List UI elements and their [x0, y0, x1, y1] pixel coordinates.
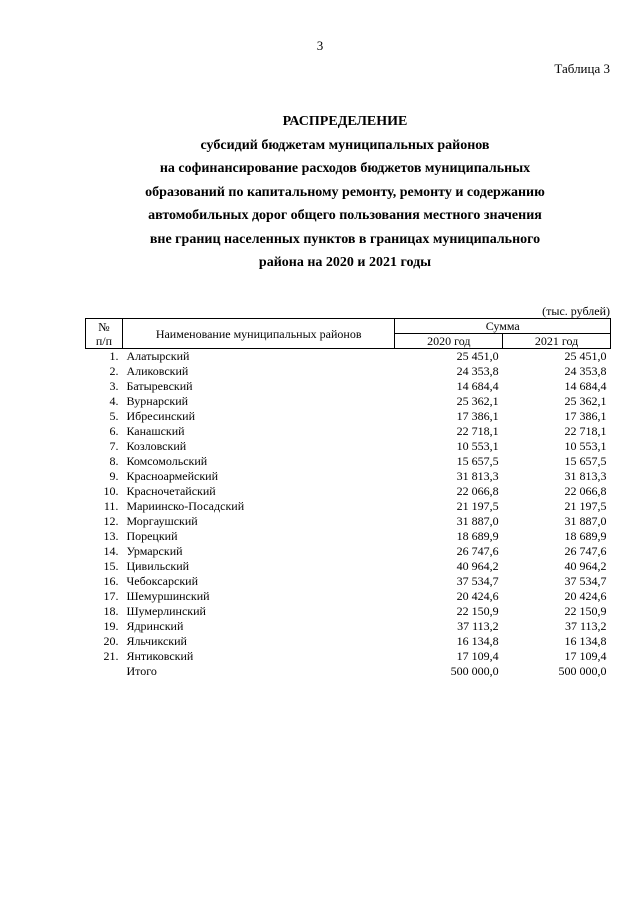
table-row [86, 589, 611, 604]
units-label: (тыс. рублей) [542, 304, 610, 318]
row-number: 15. [103, 559, 119, 573]
table-label: Таблица 3 [554, 61, 610, 76]
table-row [86, 364, 611, 379]
amount-2020: 22 066,8 [456, 484, 499, 498]
amount-2021: 14 684,4 [564, 379, 607, 393]
amount-2020: 26 747,6 [456, 544, 499, 558]
amount-2021: 37 113,2 [564, 619, 607, 633]
header-year-2020: 2020 год [395, 334, 503, 349]
district-name: Цивильский [126, 559, 190, 573]
district-name: Порецкий [126, 529, 178, 543]
row-number: 8. [109, 454, 119, 468]
table-row [86, 574, 611, 589]
row-number: 16. [103, 574, 119, 588]
heading-title: РАСПРЕДЕЛЕНИЕ [282, 114, 408, 129]
total-row [86, 664, 611, 679]
table-row [86, 499, 611, 514]
table-row [86, 649, 611, 664]
amount-2020: 22 150,9 [456, 604, 499, 618]
district-name: Комсомольский [126, 454, 208, 468]
table-row [86, 634, 611, 649]
heading-line: на софинансирование расходов бюджетов муниципальных [159, 161, 531, 176]
amount-2020: 31 887,0 [456, 514, 499, 528]
heading-line: вне границ населенных пунктов в границах муниципального [149, 231, 541, 247]
amount-2021: 10 553,1 [564, 439, 607, 453]
table-row [86, 484, 611, 499]
amount-2021: 21 197,5 [564, 499, 607, 513]
amount-2020: 17 109,4 [456, 649, 499, 663]
amount-2020: 17 386,1 [456, 409, 499, 423]
district-name: Канашский [126, 424, 185, 438]
district-name: Моргаушский [126, 514, 198, 528]
table-row [86, 529, 611, 544]
heading-line: образований по капитальному ремонту, ремонту и содержанию [145, 184, 545, 200]
table-body [86, 349, 611, 680]
table-row [86, 559, 611, 574]
table-row [86, 409, 611, 424]
document-heading [80, 110, 610, 275]
district-name: Шемуршинский [126, 589, 210, 603]
header-sum: Сумма [395, 319, 611, 334]
heading-line: субсидий бюджетам муниципальных районов [200, 137, 490, 153]
table-row [86, 469, 611, 484]
amount-2020: 22 718,1 [456, 424, 499, 438]
table-row [86, 439, 611, 454]
amount-2021: 26 747,6 [564, 544, 607, 558]
table-row [86, 619, 611, 634]
row-number: 20. [103, 634, 119, 648]
table-row [86, 454, 611, 469]
table-row [86, 424, 611, 439]
amount-2021: 25 451,0 [564, 349, 607, 363]
district-name: Красночетайский [126, 484, 216, 498]
row-number: 9. [109, 469, 119, 483]
amount-2020: 40 964,2 [456, 559, 499, 573]
subsidy-table [85, 318, 611, 679]
amount-2021: 17 386,1 [564, 409, 607, 423]
header-number-line2: п/п [95, 333, 113, 348]
heading-line: автомобильных дорог общего пользования местного значения [148, 208, 542, 223]
table-row [86, 514, 611, 529]
district-name: Аликовский [126, 364, 189, 378]
amount-2020: 16 134,8 [456, 634, 499, 648]
amount-2021: 40 964,2 [564, 559, 607, 573]
amount-2020: 24 353,8 [456, 364, 499, 378]
table-header [86, 319, 611, 349]
district-name: Батыревский [126, 379, 193, 393]
table-row [86, 544, 611, 559]
district-name: Мариинско-Посадский [126, 499, 245, 513]
amount-2020: 10 553,1 [456, 439, 499, 453]
row-number: 17. [103, 589, 119, 603]
amount-2020: 15 657,5 [456, 454, 499, 468]
district-name: Урмарский [126, 544, 183, 558]
row-number: 14. [103, 544, 119, 558]
row-number: 11. [103, 499, 119, 513]
district-name: Чебоксарский [126, 574, 198, 588]
amount-2021: 20 424,6 [564, 589, 607, 603]
amount-2021: 18 689,9 [564, 529, 607, 543]
amount-2020: 18 689,9 [456, 529, 499, 543]
amount-2021: 31 887,0 [564, 514, 607, 528]
header-name: Наименование муниципальных районов [122, 319, 394, 349]
amount-2021: 22 066,8 [564, 484, 607, 498]
table-row [86, 394, 611, 409]
row-number: 21. [103, 649, 119, 663]
amount-2021: 15 657,5 [564, 454, 607, 468]
amount-2020: 31 813,3 [456, 469, 499, 483]
total-number-cell [86, 664, 123, 679]
page-number: 3 [316, 38, 324, 53]
table-row [86, 604, 611, 619]
district-name: Яльчикский [126, 634, 187, 648]
table-row [86, 349, 611, 365]
district-name: Алатырский [126, 349, 190, 363]
row-number: 6. [109, 424, 119, 438]
amount-2020: 14 684,4 [456, 379, 499, 393]
amount-2021: 16 134,8 [564, 634, 607, 648]
header-year-2021: 2021 год [503, 334, 611, 349]
row-number: 10. [103, 484, 119, 498]
header-number-line1: № [98, 319, 110, 334]
header-number [86, 319, 123, 349]
row-number: 1. [109, 349, 119, 363]
amount-2020: 37 534,7 [456, 574, 499, 588]
total-label: Итого [126, 664, 157, 678]
row-number: 12. [103, 514, 119, 528]
row-number: 13. [103, 529, 119, 543]
amount-2021: 17 109,4 [564, 649, 607, 663]
table-row [86, 379, 611, 394]
amount-2020: 25 362,1 [456, 394, 499, 408]
amount-2020: 37 113,2 [457, 619, 499, 633]
row-number: 7. [109, 439, 119, 453]
district-name: Красноармейский [126, 469, 219, 483]
amount-2021: 37 534,7 [564, 574, 607, 588]
row-number: 19. [103, 619, 119, 633]
district-name: Козловский [126, 439, 187, 453]
total-2020: 500 000,0 [450, 664, 499, 678]
district-name: Вурнарский [126, 394, 189, 408]
amount-2020: 25 451,0 [456, 349, 499, 363]
row-number: 2. [109, 364, 119, 378]
amount-2021: 22 718,1 [564, 424, 607, 438]
district-name: Ядринский [126, 619, 184, 633]
heading-line: района на 2020 и 2021 годы [258, 255, 432, 270]
amount-2020: 21 197,5 [456, 499, 499, 513]
amount-2020: 20 424,6 [456, 589, 499, 603]
row-number: 18. [103, 604, 119, 618]
row-number: 3. [109, 379, 119, 393]
district-name: Шумерлинский [126, 604, 206, 618]
total-2021: 500 000,0 [558, 664, 607, 678]
district-name: Янтиковский [126, 649, 194, 663]
amount-2021: 31 813,3 [564, 469, 607, 483]
district-name: Ибресинский [126, 409, 196, 423]
amount-2021: 24 353,8 [564, 364, 607, 378]
amount-2021: 22 150,9 [564, 604, 607, 618]
amount-2021: 25 362,1 [564, 394, 607, 408]
row-number: 5. [109, 409, 119, 423]
row-number: 4. [109, 394, 119, 408]
